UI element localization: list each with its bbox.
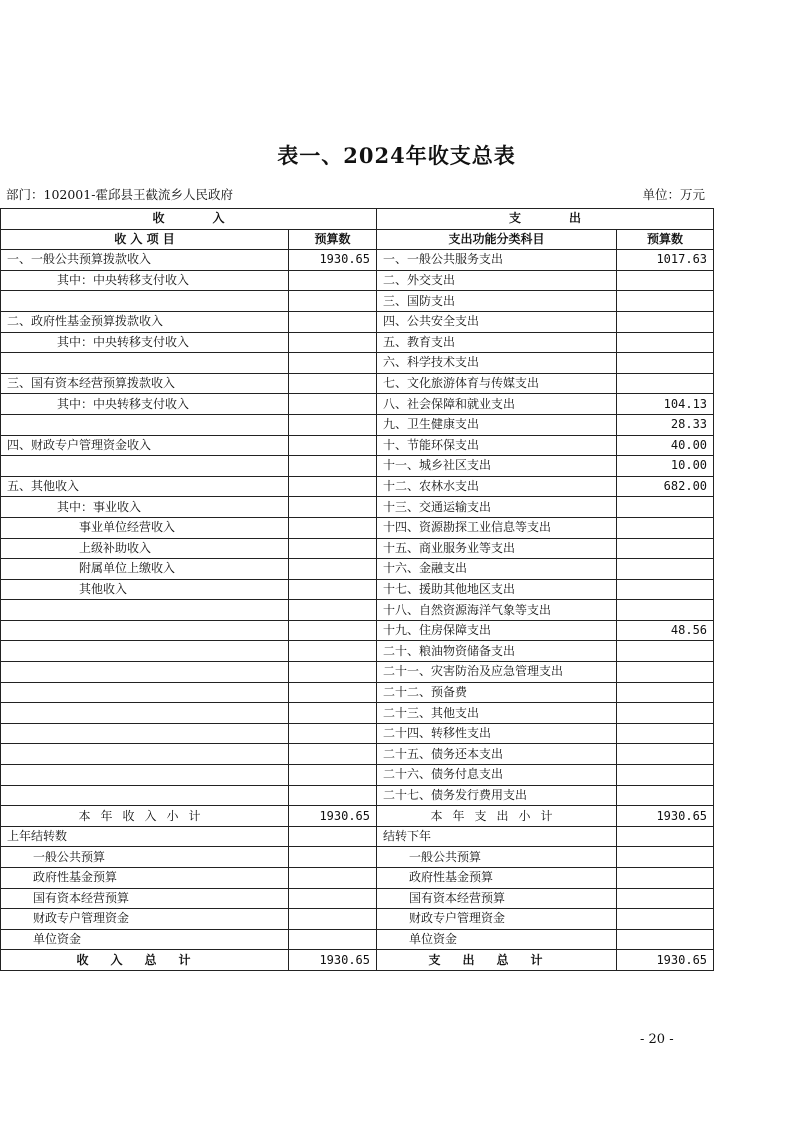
- expense-header: 支 出: [377, 209, 714, 230]
- expense-value-cell: [617, 497, 714, 518]
- income-value-cell: [289, 476, 377, 497]
- table-row: [1, 373, 714, 394]
- income-item-cell: [1, 414, 289, 435]
- table-row: [1, 353, 714, 374]
- table-row: [1, 250, 714, 271]
- carry-income-label: 单位资金: [1, 929, 289, 950]
- carry-row: [1, 868, 714, 889]
- income-item-cell: 三、国有资本经营预算拨款收入: [1, 373, 289, 394]
- income-item-cell: 上级补助收入: [1, 538, 289, 559]
- income-total-label: 收入总计: [1, 950, 289, 971]
- income-item-cell: [1, 682, 289, 703]
- subtotal-row: [1, 806, 714, 827]
- table-row: [1, 456, 714, 477]
- income-item-cell: [1, 291, 289, 312]
- carry-row: [1, 929, 714, 950]
- expense-value-cell: [617, 291, 714, 312]
- expense-value-cell: 40.00: [617, 435, 714, 456]
- expense-value-cell: [617, 311, 714, 332]
- income-value-cell: [289, 579, 377, 600]
- income-value-cell: 1930.65: [289, 250, 377, 271]
- income-subtotal-label: 本年收入小计: [1, 806, 289, 827]
- expense-value-cell: [617, 703, 714, 724]
- income-value-cell: [289, 435, 377, 456]
- empty-cell: [617, 826, 714, 847]
- budget-summary-table: [0, 208, 714, 971]
- empty-cell: [289, 868, 377, 889]
- income-total-value: 1930.65: [289, 950, 377, 971]
- expense-value-cell: 104.13: [617, 394, 714, 415]
- income-item-cell: [1, 723, 289, 744]
- expense-value-cell: [617, 353, 714, 374]
- carry-income-label: 财政专户管理资金: [1, 909, 289, 930]
- expense-item-cell: 十八、自然资源海洋气象等支出: [377, 600, 617, 621]
- income-item-cell: 一、一般公共预算拨款收入: [1, 250, 289, 271]
- carry-expense-label: 结转下年: [377, 826, 617, 847]
- income-value-cell: [289, 394, 377, 415]
- expense-item-cell: 二十七、债务发行费用支出: [377, 785, 617, 806]
- expense-value-cell: [617, 744, 714, 765]
- carry-income-label: 国有资本经营预算: [1, 888, 289, 909]
- unit-label: 单位：万元: [642, 187, 705, 202]
- carry-income-label: 政府性基金预算: [1, 868, 289, 889]
- income-item-cell: 附属单位上缴收入: [1, 559, 289, 580]
- expense-item-cell: 三、国防支出: [377, 291, 617, 312]
- empty-cell: [289, 847, 377, 868]
- income-item-cell: 二、政府性基金预算拨款收入: [1, 311, 289, 332]
- empty-cell: [289, 826, 377, 847]
- income-value-cell: [289, 723, 377, 744]
- expense-value-cell: [617, 785, 714, 806]
- table-row: [1, 435, 714, 456]
- income-subtotal-value: 1930.65: [289, 806, 377, 827]
- empty-cell: [289, 909, 377, 930]
- table-row: [1, 785, 714, 806]
- income-item-cell: 事业单位经营收入: [1, 517, 289, 538]
- income-item-cell: [1, 703, 289, 724]
- expense-item-cell: 二十、粮油物资储备支出: [377, 641, 617, 662]
- income-item-cell: 其中：事业收入: [1, 497, 289, 518]
- income-item-cell: [1, 620, 289, 641]
- income-value-cell: [289, 620, 377, 641]
- expense-budget-header: 预算数: [617, 229, 714, 250]
- table-row: [1, 662, 714, 683]
- table-subheader-row: [1, 229, 714, 250]
- expense-value-cell: [617, 517, 714, 538]
- carry-row: [1, 826, 714, 847]
- income-value-cell: [289, 744, 377, 765]
- expense-subtotal-label: 本年支出小计: [377, 806, 617, 827]
- expense-value-cell: 28.33: [617, 414, 714, 435]
- expense-item-cell: 十五、商业服务业等支出: [377, 538, 617, 559]
- carry-income-label: 一般公共预算: [1, 847, 289, 868]
- expense-item-cell: 二、外交支出: [377, 270, 617, 291]
- income-value-cell: [289, 682, 377, 703]
- income-value-cell: [289, 785, 377, 806]
- department-label: 部门：102001-霍邱县王截流乡人民政府: [6, 187, 233, 202]
- income-value-cell: [289, 497, 377, 518]
- carry-expense-label: 财政专户管理资金: [377, 909, 617, 930]
- table-row: [1, 538, 714, 559]
- expense-value-cell: 10.00: [617, 456, 714, 477]
- expense-value-cell: [617, 662, 714, 683]
- expense-value-cell: [617, 538, 714, 559]
- income-header: 收 入: [1, 209, 377, 230]
- income-value-cell: [289, 373, 377, 394]
- table-row: [1, 311, 714, 332]
- expense-value-cell: [617, 682, 714, 703]
- income-item-cell: 五、其他收入: [1, 476, 289, 497]
- income-item-header: 收 入 项 目: [1, 229, 289, 250]
- expense-value-cell: 48.56: [617, 620, 714, 641]
- table-row: [1, 579, 714, 600]
- expense-item-cell: 二十二、预备费: [377, 682, 617, 703]
- expense-subtotal-value: 1930.65: [617, 806, 714, 827]
- table-row: [1, 476, 714, 497]
- empty-cell: [617, 929, 714, 950]
- carry-row: [1, 909, 714, 930]
- expense-item-cell: 二十六、债务付息支出: [377, 765, 617, 786]
- expense-value-cell: [617, 723, 714, 744]
- table-row: [1, 270, 714, 291]
- empty-cell: [289, 888, 377, 909]
- income-item-cell: [1, 456, 289, 477]
- income-item-cell: 其他收入: [1, 579, 289, 600]
- expense-value-cell: 682.00: [617, 476, 714, 497]
- income-value-cell: [289, 353, 377, 374]
- empty-cell: [289, 929, 377, 950]
- carry-row: [1, 888, 714, 909]
- income-item-cell: 其中：中央转移支付收入: [1, 394, 289, 415]
- income-item-cell: [1, 744, 289, 765]
- table-row: [1, 744, 714, 765]
- income-item-cell: 其中：中央转移支付收入: [1, 332, 289, 353]
- expense-item-cell: 十九、住房保障支出: [377, 620, 617, 641]
- table-row: [1, 620, 714, 641]
- table-row: [1, 600, 714, 621]
- income-item-cell: [1, 641, 289, 662]
- expense-value-cell: [617, 579, 714, 600]
- income-value-cell: [289, 311, 377, 332]
- page-number: - 20 -: [640, 1032, 674, 1047]
- income-value-cell: [289, 600, 377, 621]
- empty-cell: [617, 868, 714, 889]
- income-item-cell: [1, 765, 289, 786]
- carry-expense-label: 国有资本经营预算: [377, 888, 617, 909]
- income-item-cell: [1, 662, 289, 683]
- income-value-cell: [289, 517, 377, 538]
- expense-value-cell: [617, 641, 714, 662]
- income-item-cell: [1, 785, 289, 806]
- income-value-cell: [289, 332, 377, 353]
- income-value-cell: [289, 703, 377, 724]
- empty-cell: [617, 847, 714, 868]
- table-row: [1, 332, 714, 353]
- expense-total-value: 1930.65: [617, 950, 714, 971]
- expense-item-cell: 十一、城乡社区支出: [377, 456, 617, 477]
- expense-total-label: 支出总计: [377, 950, 617, 971]
- expense-value-cell: [617, 765, 714, 786]
- income-value-cell: [289, 456, 377, 477]
- expense-item-cell: 八、社会保障和就业支出: [377, 394, 617, 415]
- table-header-row: [1, 209, 714, 230]
- empty-cell: [617, 888, 714, 909]
- income-item-cell: 其中：中央转移支付收入: [1, 270, 289, 291]
- expense-item-cell: 七、文化旅游体育与传媒支出: [377, 373, 617, 394]
- carry-row: [1, 847, 714, 868]
- income-value-cell: [289, 291, 377, 312]
- carry-income-label: 上年结转数: [1, 826, 289, 847]
- income-item-cell: [1, 353, 289, 374]
- expense-value-cell: [617, 600, 714, 621]
- table-row: [1, 703, 714, 724]
- table-row: [1, 559, 714, 580]
- expense-item-cell: 二十五、债务还本支出: [377, 744, 617, 765]
- income-value-cell: [289, 641, 377, 662]
- expense-item-cell: 五、教育支出: [377, 332, 617, 353]
- expense-item-cell: 十、节能环保支出: [377, 435, 617, 456]
- income-item-cell: [1, 600, 289, 621]
- expense-value-cell: [617, 373, 714, 394]
- income-value-cell: [289, 765, 377, 786]
- income-value-cell: [289, 538, 377, 559]
- carry-expense-label: 一般公共预算: [377, 847, 617, 868]
- expense-item-cell: 九、卫生健康支出: [377, 414, 617, 435]
- table-row: [1, 641, 714, 662]
- expense-item-cell: 二十三、其他支出: [377, 703, 617, 724]
- table-row: [1, 497, 714, 518]
- carry-expense-label: 单位资金: [377, 929, 617, 950]
- table-row: [1, 765, 714, 786]
- expense-value-cell: [617, 559, 714, 580]
- expense-item-cell: 二十一、灾害防治及应急管理支出: [377, 662, 617, 683]
- expense-item-header: 支出功能分类科目: [377, 229, 617, 250]
- page-title: 表一、2024年收支总表: [277, 143, 516, 168]
- expense-item-cell: 十二、农林水支出: [377, 476, 617, 497]
- carry-expense-label: 政府性基金预算: [377, 868, 617, 889]
- expense-value-cell: [617, 332, 714, 353]
- expense-item-cell: 十六、金融支出: [377, 559, 617, 580]
- table-row: [1, 394, 714, 415]
- table-row: [1, 517, 714, 538]
- income-value-cell: [289, 559, 377, 580]
- expense-item-cell: 四、公共安全支出: [377, 311, 617, 332]
- expense-item-cell: 十七、援助其他地区支出: [377, 579, 617, 600]
- expense-item-cell: 六、科学技术支出: [377, 353, 617, 374]
- expense-item-cell: 十三、交通运输支出: [377, 497, 617, 518]
- income-value-cell: [289, 414, 377, 435]
- income-value-cell: [289, 270, 377, 291]
- expense-value-cell: [617, 270, 714, 291]
- expense-item-cell: 一、一般公共服务支出: [377, 250, 617, 271]
- expense-item-cell: 二十四、转移性支出: [377, 723, 617, 744]
- income-value-cell: [289, 662, 377, 683]
- expense-value-cell: 1017.63: [617, 250, 714, 271]
- table-row: [1, 682, 714, 703]
- table-row: [1, 291, 714, 312]
- empty-cell: [617, 909, 714, 930]
- total-row: [1, 950, 714, 971]
- table-row: [1, 414, 714, 435]
- income-budget-header: 预算数: [289, 229, 377, 250]
- income-item-cell: 四、财政专户管理资金收入: [1, 435, 289, 456]
- expense-item-cell: 十四、资源勘探工业信息等支出: [377, 517, 617, 538]
- table-row: [1, 723, 714, 744]
